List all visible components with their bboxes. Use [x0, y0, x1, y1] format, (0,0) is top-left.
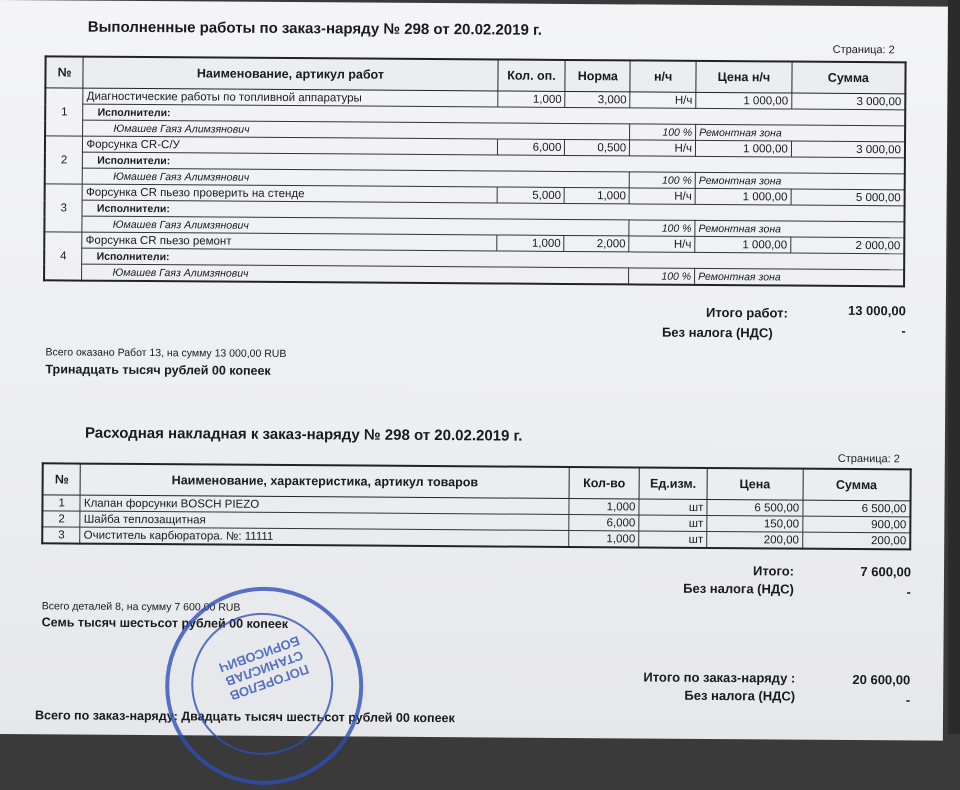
col-header-unit: Ед.изм. [639, 467, 707, 499]
desk-edge [948, 0, 960, 734]
col-header-num: № [43, 463, 81, 495]
row-sum: 6 500,00 [803, 500, 911, 517]
row-name: Клапан форсунки BOSCH PIEZO [80, 495, 569, 514]
executor-percent: 100 % [629, 268, 695, 285]
row-qty: 1,000 [496, 235, 564, 251]
row-unit: шт [639, 515, 707, 531]
row-sum: 3 000,00 [792, 93, 906, 110]
row-qty: 5,000 [497, 187, 565, 203]
row-sum: 2 000,00 [791, 237, 905, 254]
works-title: Выполненные работы по заказ-наряду № 298 от 20.02.2019 г. [87, 18, 542, 39]
executor-percent: 100 % [629, 220, 695, 236]
col-header-price: Цена [707, 468, 803, 500]
row-norm: 3,000 [565, 91, 630, 107]
col-header-norm: Норма [565, 60, 630, 92]
executors-label: Исполнители: [82, 200, 904, 222]
col-header-sum: Сумма [803, 469, 911, 501]
row-qty: 1,000 [497, 91, 565, 107]
works-summary-words: Тринадцать тысяч рублей 00 копеек [45, 362, 271, 378]
row-price: 1 000,00 [696, 140, 792, 157]
row-name: Форсунка CR пьезо проверить на стенде [82, 184, 496, 203]
invoice-tax-label: Без налога (НДС) [683, 580, 794, 597]
row-norm: 1,000 [564, 187, 629, 203]
row-price: 150,00 [707, 515, 803, 532]
works-table [43, 55, 907, 287]
row-name: Форсунка CR пьезо ремонт [82, 232, 496, 251]
row-qty: 6,000 [497, 139, 565, 155]
invoice-page-number: Страница: 2 [837, 452, 900, 466]
row-norm: 2,000 [564, 235, 629, 251]
row-num: 2 [42, 511, 80, 527]
row-sum: 200,00 [802, 532, 910, 549]
executor-name: Юмашев Гаяз Алимзянович [83, 168, 630, 188]
col-header-unit: н/ч [630, 60, 696, 92]
row-sum: 3 000,00 [791, 141, 905, 158]
row-price: 6 500,00 [707, 499, 803, 516]
row-name: Форсунка CR-С/У [83, 136, 497, 155]
col-header-num: № [45, 56, 83, 88]
row-price: 200,00 [707, 531, 803, 548]
col-header-qty: Кол. оп. [497, 59, 565, 91]
order-total-words: Всего по заказ-наряду: Двадцать тысяч шестьсот рублей 00 копеек [34, 708, 455, 726]
row-unit: Н/ч [629, 188, 695, 204]
executor-zone: Ремонтная зона [695, 220, 905, 237]
order-tax-value: - [905, 692, 911, 708]
invoice-total-label: Итого: [752, 563, 795, 579]
col-header-qty: Кол-во [569, 467, 639, 499]
row-name: Шайба теплозащитная [80, 511, 569, 530]
executors-label: Исполнители: [82, 248, 904, 270]
row-sum: 900,00 [802, 516, 910, 533]
row-unit: Н/ч [630, 92, 696, 108]
executor-name: Юмашев Гаяз Алимзянович [82, 216, 629, 236]
executors-label: Исполнители: [83, 152, 905, 174]
invoice-tax-value: - [906, 584, 911, 600]
invoice-summary-words: Семь тысяч шестьсот рублей 00 копеек [41, 615, 289, 632]
executor-zone: Ремонтная зона [695, 268, 905, 286]
executor-name: Юмашев Гаяз Алимзянович [83, 120, 630, 140]
row-num: 4 [44, 232, 82, 281]
invoice-summary-note: Всего деталей 8, на сумму 7 600,00 RUB [41, 600, 241, 614]
col-header-sum: Сумма [792, 62, 906, 94]
row-qty: 1,000 [569, 498, 639, 514]
row-num: 1 [45, 88, 83, 136]
row-sum: 5 000,00 [791, 189, 905, 206]
works-page-number: Страница: 2 [832, 43, 895, 57]
order-total-value: 20 600,00 [852, 671, 911, 688]
works-total-value: 13 000,00 [847, 302, 906, 319]
row-name: Очиститель карбюратора. №: 11111 [80, 527, 569, 547]
row-price: 1 000,00 [695, 188, 791, 205]
col-header-price: Цена н/ч [696, 61, 792, 93]
row-unit: Н/ч [630, 140, 696, 156]
executors-label: Исполнители: [83, 104, 905, 126]
row-num: 1 [42, 495, 80, 511]
row-qty: 6,000 [569, 514, 639, 530]
row-price: 1 000,00 [696, 92, 792, 109]
row-name: Диагностические работы по топливной аппаратуры [83, 88, 497, 107]
executor-zone: Ремонтная зона [696, 124, 906, 141]
col-header-name: Наименование, характеристика, артикул товаров [80, 464, 569, 499]
col-header-name: Наименование, артикул работ [83, 57, 497, 91]
invoice-total-value: 7 600,00 [860, 564, 912, 580]
order-tax-label: Без налога (НДС) [684, 687, 796, 704]
order-total-label: Итого по заказ-наряду : [643, 669, 796, 686]
invoice-title: Расходная накладная к заказ-наряду № 298 от 20.02.2019 г. [84, 424, 523, 445]
row-num: 3 [42, 527, 80, 544]
executor-percent: 100 % [630, 124, 696, 140]
invoice-table [41, 462, 912, 550]
executor-zone: Ремонтная зона [695, 172, 905, 189]
works-summary-note: Всего оказано Работ 13, на сумму 13 000,00 RUB [45, 346, 287, 361]
works-tax-label: Без налога (НДС) [661, 324, 773, 341]
stamp-seal [165, 586, 364, 785]
executor-name: Юмашев Гаяз Алимзянович [82, 264, 629, 284]
row-price: 1 000,00 [695, 236, 791, 253]
works-total-label: Итого работ: [705, 304, 788, 321]
stamp-text: ПОГОРЕЛОВ СТАНИСЛАВ БОРИСОВИЧ [216, 632, 311, 704]
row-unit: шт [639, 531, 707, 548]
works-tax-value: - [901, 323, 906, 339]
row-norm: 0,500 [565, 139, 630, 155]
row-qty: 1,000 [569, 530, 639, 547]
row-unit: шт [639, 499, 707, 515]
row-num: 2 [45, 136, 83, 184]
row-num: 3 [44, 184, 82, 232]
row-unit: Н/ч [629, 236, 695, 252]
executor-percent: 100 % [629, 172, 695, 188]
